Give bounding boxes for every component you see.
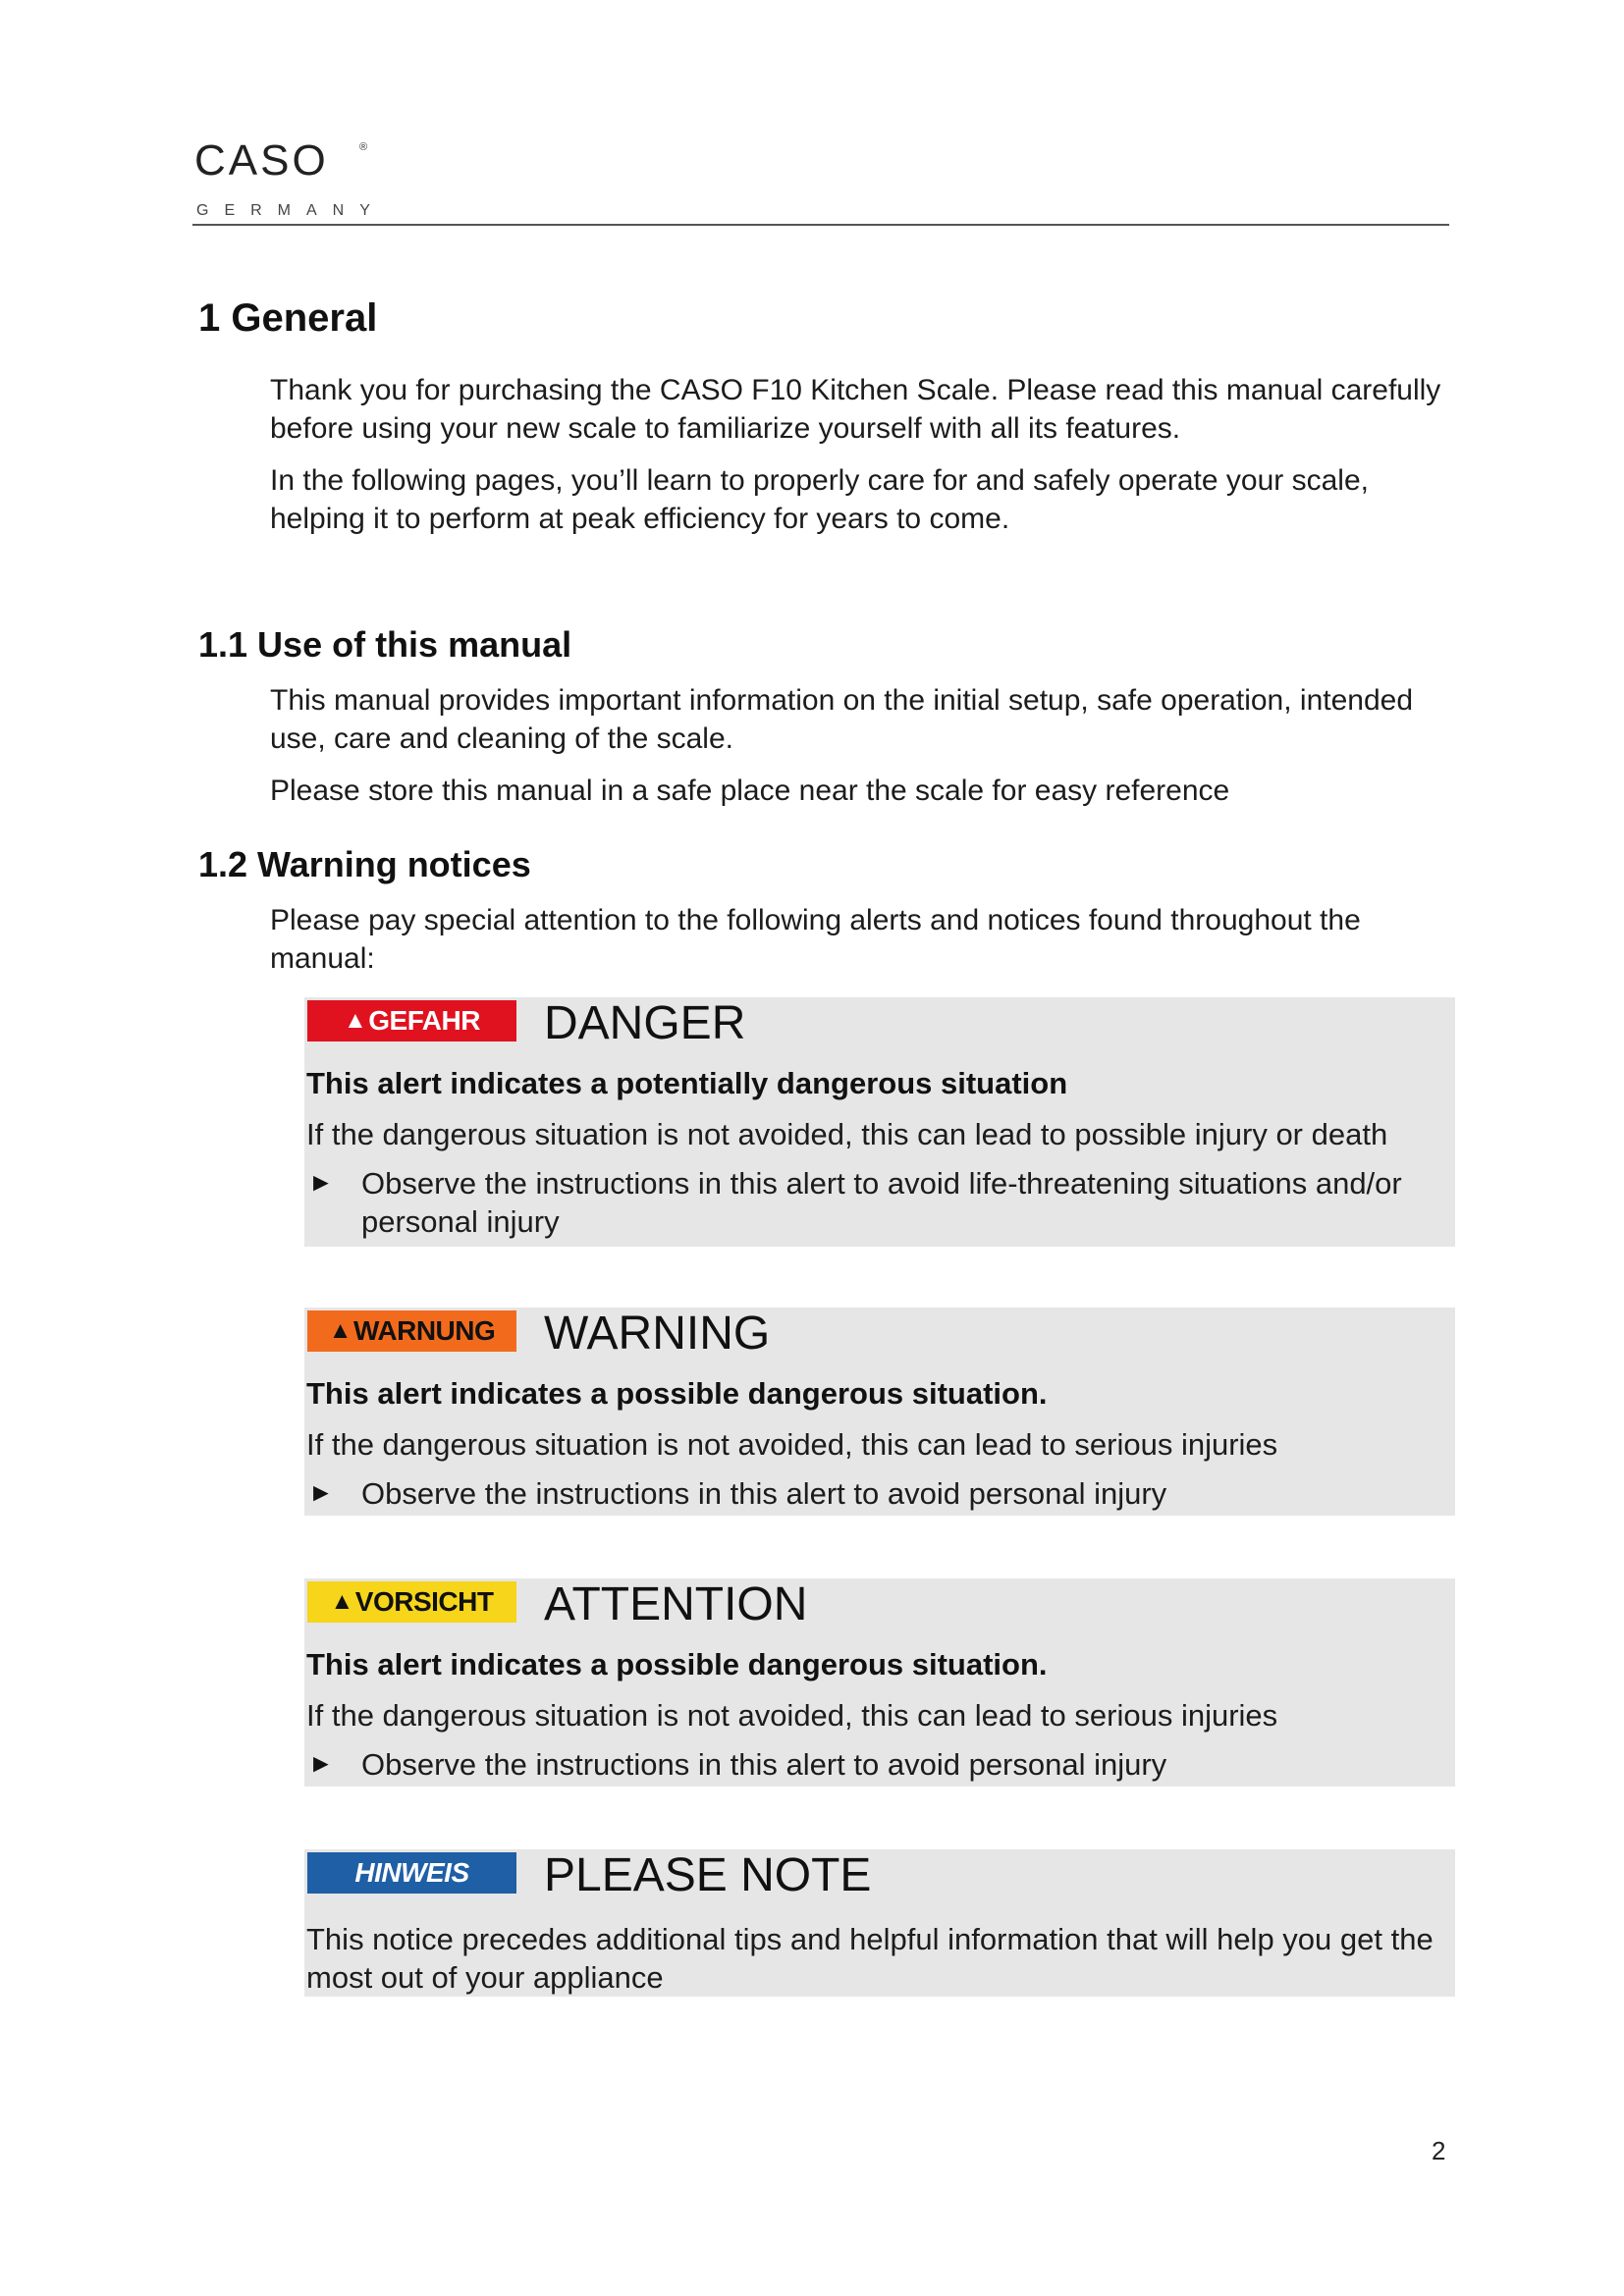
badge-label: VORSICHT [354,1586,494,1617]
notice-attention [304,1578,1455,1787]
section-1-heading: 1 General [198,296,378,340]
logo-subtitle: GERMANY [196,202,386,219]
notice-bullet: Observe the instructions in this alert to avoid personal injury [361,1747,1167,1782]
logo-wordmark: CASO [194,136,329,185]
section-1-2-heading: 1.2 Warning notices [198,844,531,884]
badge-vorsicht [307,1581,516,1623]
notice-title: DANGER [544,997,746,1049]
notice-lead: This alert indicates a potentially dangerous situation [306,1066,1068,1100]
section-1-1-paragraph-2: Please store this manual in a safe place near the scale for easy reference [270,774,1230,807]
section-1-1-paragraph-1: This manual provides important information on the initial setup, safe operation, intended use, care and cleaning of the scale. [270,684,1414,755]
notice-bullet: Observe the instructions in this alert to avoid life-threatening situations and/or personal injury [361,1166,1402,1239]
caso-logo [192,128,385,226]
bullet-arrow-icon: ► [308,1167,334,1197]
section-1-2-intro: Please pay special attention to the following alerts and notices found throughout the manual: [270,904,1361,975]
notice-lead: This alert indicates a possible dangerous situation. [306,1647,1048,1682]
notice-lead: This alert indicates a possible dangerous situation. [306,1376,1048,1411]
notice-title: ATTENTION [544,1578,808,1630]
badge-label: GEFAHR [368,1005,480,1036]
notice-text: If the dangerous situation is not avoided, this can lead to serious injuries [306,1698,1278,1733]
notice-text: This notice precedes additional tips and helpful information that will help you get the most out of your appliance [306,1922,1434,1995]
badge-gefahr [307,1000,516,1041]
section-1-paragraph-1: Thank you for purchasing the CASO F10 Kitchen Scale. Please read this manual carefully before using your new scale to familiarize yourself with all its features. [270,374,1441,445]
bullet-arrow-icon: ► [308,1748,334,1778]
notice-please-note [304,1849,1455,1997]
badge-label: HINWEIS [354,1857,469,1888]
header-divider [192,224,1449,226]
badge-warnung [307,1310,516,1352]
page-number: 2 [1432,2136,1446,2165]
notice-title: WARNING [544,1308,771,1360]
section-1-paragraph-2: In the following pages, you’ll learn to properly care for and safely operate your scale, helping it to perform at peak efficiency for years to come. [270,464,1369,535]
warning-triangle-icon: ▲ [328,1317,352,1344]
bullet-arrow-icon: ► [308,1477,334,1507]
badge-label: WARNUNG [353,1315,496,1346]
badge-hinweis [307,1852,516,1894]
section-1-1-heading: 1.1 Use of this manual [198,624,572,665]
notice-title: PLEASE NOTE [544,1849,872,1901]
notice-danger [304,997,1455,1247]
notice-text: If the dangerous situation is not avoided, this can lead to serious injuries [306,1427,1278,1462]
notice-warning [304,1308,1455,1516]
warning-triangle-icon: ▲ [330,1588,353,1615]
warning-triangle-icon: ▲ [344,1007,367,1034]
logo-registered-mark: ® [359,141,368,153]
notice-text: If the dangerous situation is not avoided, this can lead to possible injury or death [306,1117,1388,1151]
notice-bullet: Observe the instructions in this alert to avoid personal injury [361,1476,1167,1511]
